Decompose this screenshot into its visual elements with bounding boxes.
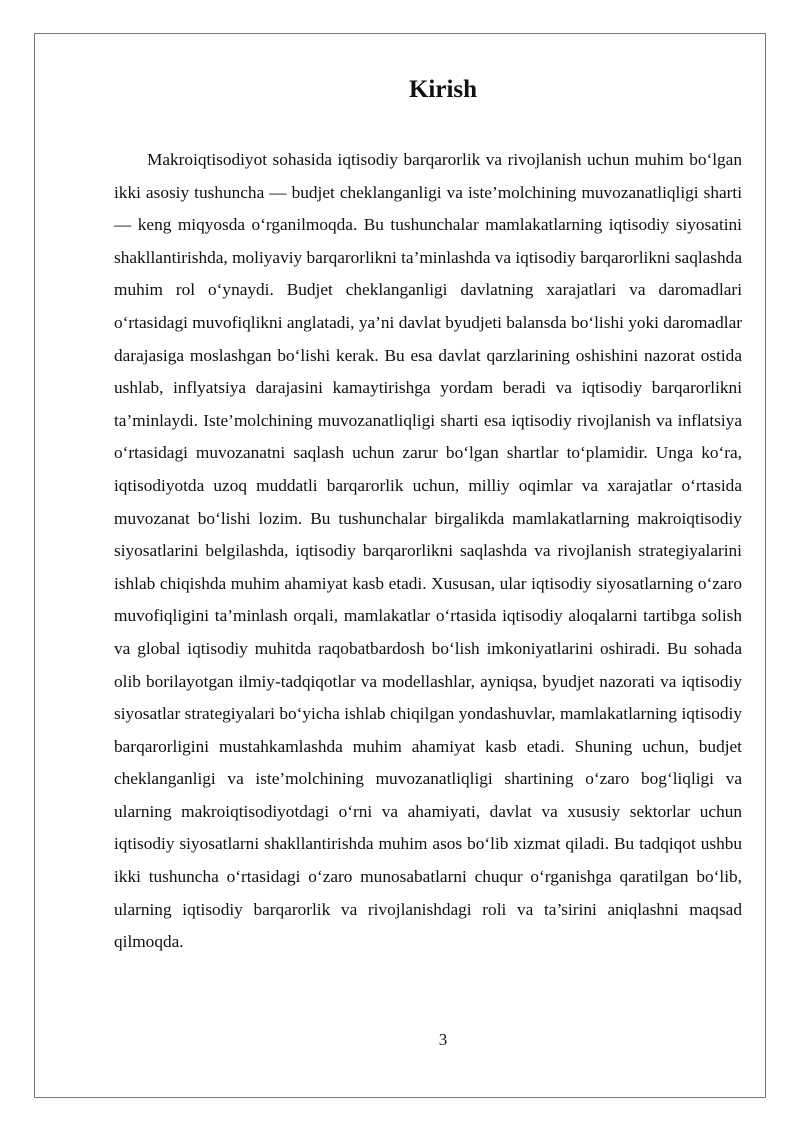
page-number: 3 (438, 1030, 448, 1049)
page-title: Kirish (408, 76, 478, 103)
body-paragraph: Makroiqtisodiyot sohasida iqtisodiy barqarorlik va rivojlanish uchun muhim bo‘lgan ikki asosiy tushuncha — budjet cheklanganligi va iste’molchining muvozanatliqligi sharti — keng miqyosda o‘rganilmoqda. Bu tushunchalar mamlakatlarning iqtisodiy siyosatini shakllantirishda, moliyaviy barqarorlikni ta’minlashda va iqtisodiy barqarorlikni saqlashda muhim rol o‘ynaydi. Budjet cheklanganligi davlatning xarajatlari va daromadlari o‘rtasidagi muvofiqlikni anglatadi, ya’ni davlat byudjeti balansda bo‘lishi yoki daromadlar darajasiga moslashgan bo‘lishi kerak. Bu esa davlat qarzlarining oshishini nazorat ostida ushlab, inflyatsiya darajasini kamaytirishga yordam beradi va iqtisodiy barqarorlikni ta’minlaydi. Iste’molchining muvozanatliqligi sharti esa iqtisodiy rivojlanish va inflatsiya o‘rtasidagi muvozanatni saqlash uchun zarur bo‘lgan shartlar to‘plamidir. Unga ko‘ra, iqtisodiyotda uzoq muddatli barqarorlik uchun, milliy oqimlar va xarajatlar o‘rtasida muvozanat bo‘lishi lozim. Bu tushunchalar birgalikda mamlakatlarning makroiqtisodiy siyosatlarini belgilashda, iqtisodiy barqarorlikni saqlashda va rivojlanish strategiyalarini ishlab chiqishda muhim ahamiyat kasb etadi. Xususan, ular iqtisodiy siyosatlarning o‘zaro muvofiqligini ta’minlash orqali, mamlakatlar o‘rtasida iqtisodiy aloqalarni tartibga solish va global iqtisodiy muhitda raqobatbardosh bo‘lish imkoniyatlarini oshiradi. Bu sohada olib borilayotgan ilmiy-tadqiqotlar va modellashlar, ayniqsa, byudjet nazorati va iqtisodiy siyosatlar strategiyalari bo‘yicha ishlab chiqilgan yondashuvlar, mamlakatlarning iqtisodiy barqarorligini mustahkamlashda muhim ahamiyat kasb etadi. Shuning uchun, budjet cheklanganligi va iste’molchining muvozanatliqligi shartining o‘zaro bog‘liqligi va ularning makroiqtisodiyotdagi o‘rni va ahamiyati, davlat va xususiy sektorlar uchun iqtisodiy siyosatlarni shakllantirishda muhim asos bo‘lib xizmat qiladi. Bu tadqiqot ushbu ikki tushuncha o‘rtasidagi o‘zaro munosabatlarni chuqur o‘rganishga qaratilgan bo‘lib, ularning iqtisodiy barqarorlik va rivojlanishdagi roli va ta’sirini aniqlashni maqsad qilmoqda. (114, 150, 742, 952)
